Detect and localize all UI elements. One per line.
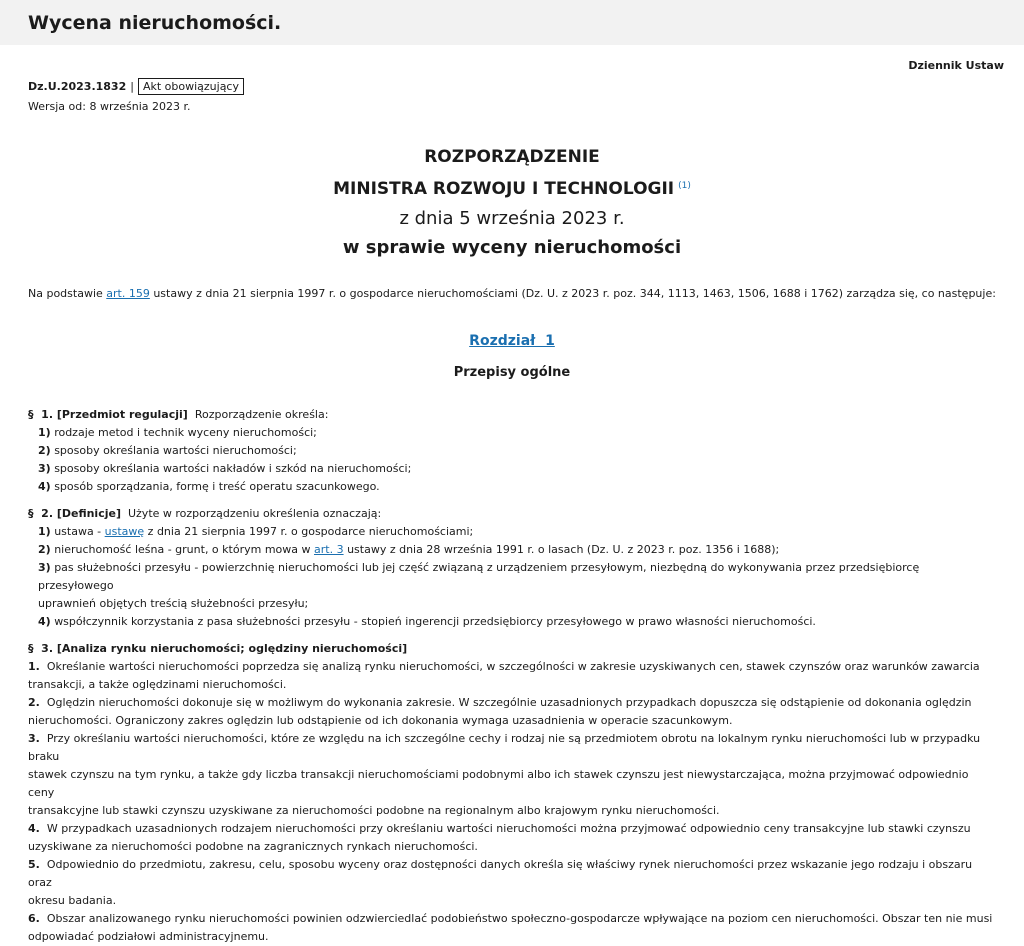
- act-date: z dnia 5 września 2023 r.: [399, 208, 625, 229]
- item-text: sposoby określania wartości nieruchomości;: [54, 444, 297, 457]
- section-1: [28, 406, 996, 496]
- row-text: transakcji, a także oględzinami nieruchomości.: [28, 678, 287, 691]
- section-1-heading: § 1. [Przedmiot regulacji]: [28, 408, 188, 421]
- row-text: stawek czynszu na tym rynku, a także gdy liczba transakcji nieruchomościami podobnymi albo ich stawek czynszu jest niewystarczająca, można przyjmować odpowiednio ceny: [28, 768, 969, 799]
- paragraph-row: [28, 856, 996, 910]
- preamble-text-before: Na podstawie: [28, 287, 107, 300]
- item-text: ustawa -: [54, 525, 105, 538]
- item-number: 2): [38, 444, 51, 457]
- row-text: transakcyjne lub stawki czynszu uzyskiwane za nieruchomości podobne na regionalnym albo krajowym rynku nieruchomości.: [28, 804, 720, 817]
- row-number: 6.: [28, 912, 40, 925]
- list-item: [38, 478, 996, 496]
- doc-number: Dz.U.2023.1832: [28, 80, 127, 93]
- item-number: 1): [38, 426, 51, 439]
- row-text: Obszar analizowanego rynku nieruchomości powinien odzwierciedlać podobieństwo społeczno-gospodarcze wpływające na poziom cen nieruchomości. Obszar ten nie musi: [46, 912, 993, 925]
- article-3-link[interactable]: art. 3: [314, 543, 344, 556]
- meta-separator: |: [130, 80, 134, 93]
- act-header: [28, 143, 996, 262]
- section-2: [28, 505, 996, 631]
- footnote-link[interactable]: (1): [678, 181, 691, 191]
- ustawa-link[interactable]: ustawę: [104, 525, 145, 538]
- paragraph-row: [28, 820, 996, 856]
- section-1-intro: Rozporządzenie określa:: [194, 408, 329, 421]
- item-text: sposoby określania wartości nakładów i szkód na nieruchomości;: [54, 462, 412, 475]
- item-text: z dnia 21 sierpnia 1997 r. o gospodarce nieruchomościami;: [144, 525, 474, 538]
- row-number: 3.: [28, 732, 40, 745]
- row-number: 4.: [28, 822, 40, 835]
- row-text: Odpowiednio do przedmiotu, zakresu, celu, sposobu wyceny oraz dostępności danych określa się właściwy rynek nieruchomości przez wskazanie jego rodzaju i obszaru oraz: [28, 858, 973, 889]
- item-number: 4): [38, 480, 51, 493]
- chapter-header: [28, 330, 996, 380]
- document-meta: [28, 45, 996, 117]
- item-text: sposób sporządzania, formę i treść operatu szacunkowego.: [54, 480, 380, 493]
- item-number: 1): [38, 525, 51, 538]
- item-text: uprawnień objętych treścią służebności przesyłu;: [38, 597, 309, 610]
- section-2-heading: § 2. [Definicje]: [28, 507, 121, 520]
- journal-name: Dziennik Ustaw: [908, 59, 1004, 72]
- act-issuer-text: MINISTRA ROZWOJU I TECHNOLOGII: [333, 179, 675, 199]
- preamble-text-after: ustawy z dnia 21 sierpnia 1997 r. o gospodarce nieruchomościami (Dz. U. z 2023 r. poz. 344, 1113, 1463, 1506, 1688 i 1762) zarządza się, co następuje:: [149, 287, 996, 300]
- row-text: Określanie wartości nieruchomości poprzedza się analizą rynku nieruchomości, w szczególności w zakresie uzyskiwanych cen, stawek czynszów oraz warunków zawarcia: [46, 660, 980, 673]
- section-3: [28, 640, 996, 946]
- row-text: Oględzin nieruchomości dokonuje się w możliwym do wykonania zakresie. W szczególnie uzasadnionych przypadkach dopuszcza się odstąpienie od dokonania oględzin: [46, 696, 972, 709]
- list-item: [38, 460, 996, 478]
- section-3-heading: § 3. [Analiza rynku nieruchomości; oględziny nieruchomości]: [28, 642, 408, 655]
- article-159-link[interactable]: art. 159: [106, 287, 150, 300]
- paragraph-row: [28, 910, 996, 946]
- list-item: [38, 442, 996, 460]
- chapter-link[interactable]: Rozdział 1: [469, 333, 555, 349]
- preamble: [28, 286, 996, 302]
- list-item: [38, 424, 996, 442]
- status-badge: Akt obowiązujący: [138, 78, 244, 95]
- item-text: nieruchomość leśna - grunt, o którym mowa w: [54, 543, 314, 556]
- item-number: 4): [38, 615, 51, 628]
- page-title: Wycena nieruchomości.: [28, 11, 282, 34]
- row-text: odpowiadać podziałowi administracyjnemu.: [28, 930, 269, 943]
- item-number: 3): [38, 561, 51, 574]
- title-bar: [0, 0, 1024, 45]
- item-text: pas służebności przesyłu - powierzchnię nieruchomości lub jej część związaną z urządzeniem przesyłowym, niezbędną do wykonywania przez przedsiębiorcę przesyłowego: [38, 561, 920, 592]
- row-text: W przypadkach uzasadnionych rodzajem nieruchomości przy określaniu wartości nieruchomości można przyjmować odpowiednio ceny transakcyjne lub stawki czynszu: [46, 822, 971, 835]
- item-number: 3): [38, 462, 51, 475]
- row-text: okresu badania.: [28, 894, 117, 907]
- row-text: uzyskiwane za nieruchomości podobne na zagranicznych rynkach nieruchomości.: [28, 840, 478, 853]
- section-2-intro: Użyte w rozporządzeniu określenia oznaczają:: [127, 507, 382, 520]
- item-text: rodzaje metod i technik wyceny nieruchomości;: [54, 426, 317, 439]
- list-item: [38, 541, 996, 559]
- paragraph-row: [28, 730, 996, 820]
- list-item: [38, 613, 996, 631]
- list-item: [38, 559, 996, 613]
- act-type: ROZPORZĄDZENIE: [424, 147, 600, 167]
- act-issuer: [28, 172, 996, 204]
- item-text: ustawy z dnia 28 września 1991 r. o lasach (Dz. U. z 2023 r. poz. 1356 i 1688);: [343, 543, 780, 556]
- item-text: współczynnik korzystania z pasa służebności przesyłu - stopień ingerencji przedsiębiorcy przesyłowego w prawo własności nieruchomości.: [54, 615, 816, 628]
- row-number: 1.: [28, 660, 40, 673]
- document-body: [0, 45, 1024, 946]
- row-number: 5.: [28, 858, 40, 871]
- act-subject: w sprawie wyceny nieruchomości: [342, 237, 682, 258]
- version-date: Wersja od: 8 września 2023 r.: [28, 100, 191, 113]
- paragraph-row: [28, 658, 996, 694]
- row-number: 2.: [28, 696, 40, 709]
- paragraph-row: [28, 694, 996, 730]
- row-text: nieruchomości. Ograniczony zakres oględzin lub odstąpienie od ich dokonania wymaga uzasadnienia w operacie szacunkowym.: [28, 714, 733, 727]
- chapter-subtitle: Przepisy ogólne: [453, 365, 571, 380]
- item-number: 2): [38, 543, 51, 556]
- list-item: [38, 523, 996, 541]
- row-text: Przy określaniu wartości nieruchomości, które ze względu na ich szczególne cechy i rodzaj nie są przedmiotem obrotu na lokalnym rynku nieruchomości lub w przypadku braku: [28, 732, 981, 763]
